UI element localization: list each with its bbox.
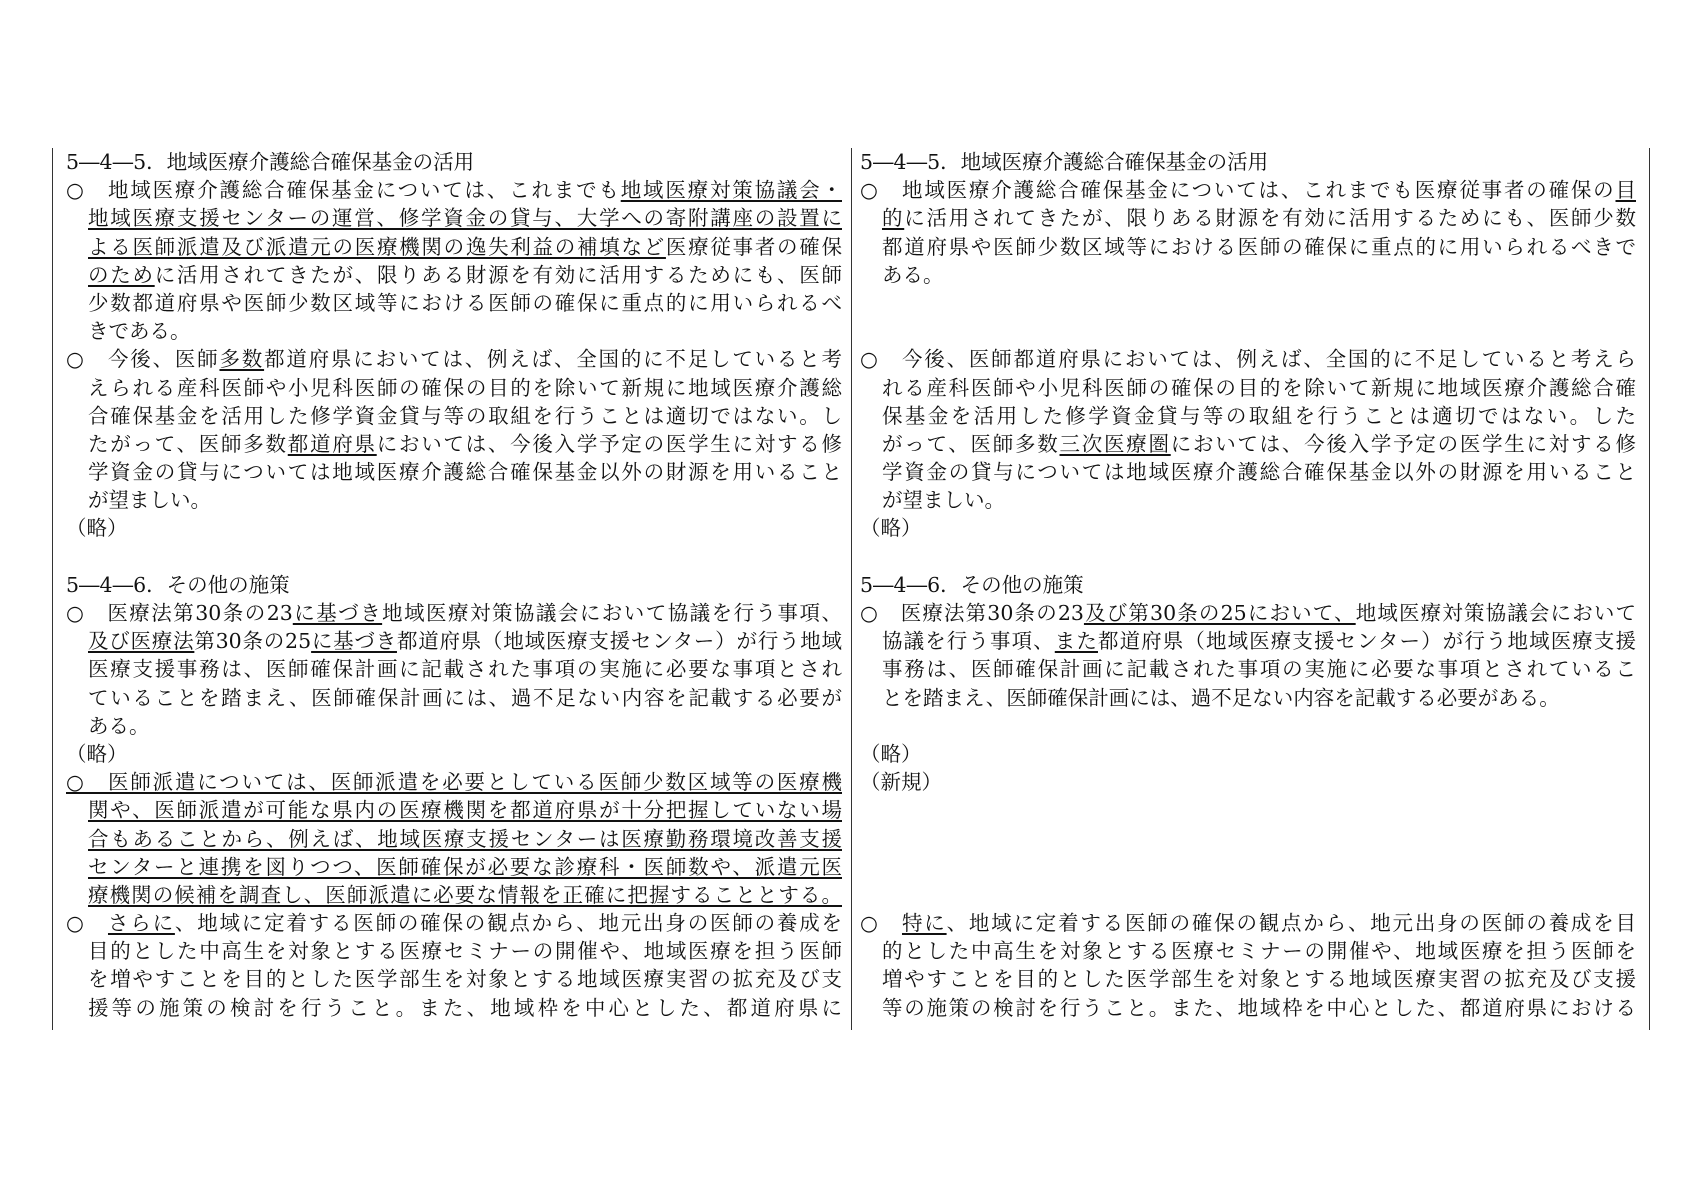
- section-5-4-6-title: 5―4―6．その他の施策: [860, 572, 1084, 597]
- section-5-4-5-title: 5―4―5．地域医療介護総合確保基金の活用: [860, 150, 1269, 174]
- paragraph-fund-usage: ○ 地域医療介護総合確保基金については、これまでも地域医療対策協議会・ 地域医療支援センターの運営、修学資金の貸与、大学への寄附講座の設置に よる医師派遣及び派遣元の医療機関の逸失利益の補填など医療従事者の確保 のために活用されてきたが、限りある財源を有効に活用するためにも、医師 少数都道府県や医師少数区域等における医師の確保に重点的に用いられるべ きである。: [66, 178, 842, 344]
- paragraph-physician-dispatch: ○ 医師派遣については、医師派遣を必要としている医師少数区域等の医療機 関や、医師派遣が可能な県内の医療機関を都道府県が十分把握していない場 合もあることから、例えば、地域医療支援センターは医療勤務環境改善支援 センターと連携を図りつつ、医師確保が必要な診療科・医師数や、派遣元医 療機関の候補を調査し、医師派遣に必要な情報を正確に把握することとする。: [66, 770, 842, 907]
- paragraph-council-matters: ○ 医療法第30条の23及び第30条の25において、地域医療対策協議会において 協議を行う事項、また都道府県（地域医療支援センター）が行う地域医療支援 事務は、医師確保計画に記載された事項の実施に必要な事項とされているこ とを踏まえ、医師確保計画には、過不足ない内容を記載する必要がある。: [860, 601, 1636, 710]
- paragraph-local-physicians: ○ さらに、地域に定着する医師の確保の観点から、地元出身の医師の養成を 目的とした中高生を対象とする医療セミナーの開催や、地域医療を担う医師 を増やすことを目的とした医学部生を対象とする地域医療実習の拡充及び支 援等の施策の検討を行うこと。また、地域枠を中心とした、都道府県に: [66, 911, 842, 1020]
- paragraph-council-matters: ○ 医療法第30条の23に基づき地域医療対策協議会において協議を行う事項、 及び医療法第30条の25に基づき都道府県（地域医療支援センター）が行う地域 医療支援事務は、医師確保計画に記載された事項の実施に必要な事項とされ ていることを踏まえ、医師確保計画には、過不足ない内容を記載する必要が ある。: [66, 601, 842, 738]
- paragraph-local-physicians: ○ 特に、地域に定着する医師の確保の観点から、地元出身の医師の養成を目 的とした中高生を対象とする医療セミナーの開催や、地域医療を担う医師を 増やすことを目的とした医学部生を対象とする地域医療実習の拡充及び支援 等の施策の検討を行うこと。また、地域枠を中心とした、都道府県における: [860, 911, 1636, 1020]
- omission-mark: （略）: [66, 516, 128, 541]
- new-provision-label: （新規）: [860, 770, 942, 795]
- omission-mark: （略）: [860, 741, 922, 766]
- table-left-border: [52, 148, 53, 1030]
- omission-mark: （略）: [860, 516, 922, 541]
- omission-mark: （略）: [66, 741, 128, 766]
- section-5-4-6-title: 5―4―6．その他の施策: [66, 572, 290, 597]
- paragraph-scholarship-policy: ○ 今後、医師都道府県においては、例えば、全国的に不足していると考えら れる産科医師や小児科医師の確保の目的を除いて新規に地域医療介護総合確 保基金を活用した修学資金貸与等の取組を行うことは適切ではない。した がって、医師多数三次医療圏においては、今後入学予定の医学生に対する修 学資金の貸与については地域医療介護総合確保基金以外の財源を用いること が望ましい。: [860, 347, 1636, 513]
- revised-text-column: [66, 148, 842, 1030]
- section-5-4-5-title: 5―4―5．地域医療介護総合確保基金の活用: [66, 150, 475, 174]
- current-text-column: [860, 148, 1636, 1030]
- paragraph-scholarship-policy: ○ 今後、医師多数都道府県においては、例えば、全国的に不足していると考 えられる産科医師や小児科医師の確保の目的を除いて新規に地域医療介護総 合確保基金を活用した修学資金貸与等の取組を行うことは適切ではない。し たがって、医師多数都道府県においては、今後入学予定の医学生に対する修 学資金の貸与については地域医療介護総合確保基金以外の財源を用いること が望ましい。: [66, 347, 842, 513]
- paragraph-fund-usage: ○ 地域医療介護総合確保基金については、これまでも医療従事者の確保の目 的に活用されてきたが、限りある財源を有効に活用するためにも、医師少数 都道府県や医師少数区域等における医師の確保に重点的に用いられるべきで ある。: [860, 178, 1636, 287]
- column-divider: [851, 148, 852, 1030]
- table-right-border: [1649, 148, 1650, 1030]
